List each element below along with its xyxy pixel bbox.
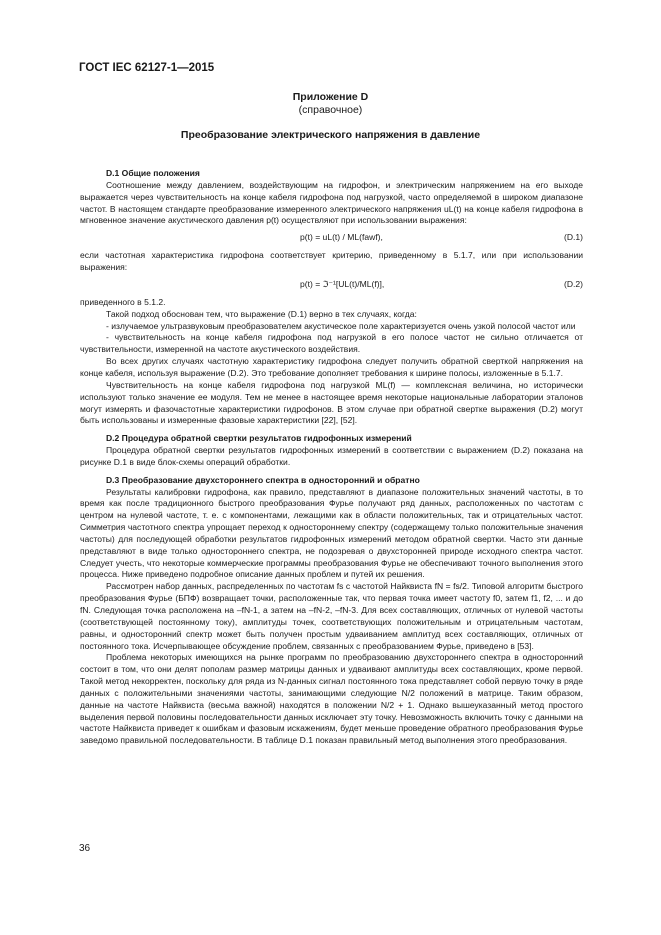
section-heading-d3: D.3 Преобразование двухстороннего спектра в односторонний и обратно [106,474,420,485]
section-heading-d2: D.2 Процедура обратной свертки результатов гидрофонных измерений [106,433,412,444]
paragraph: Результаты калибровки гидрофона, как правило, представляют в диапазоне положительных значений частоты, в то время как после традиционного быстрого преобразования Фурье получают ряд данных, расположенных по частотам с центром на нулевой частоте, т. е. с компонентами, лежащими как в области положительных, так и отрицательных частот. Симметрия частотного спектра упрощает переход к одностороннему спектру (содержащему только положительные значения частоты) для последующей обработки результатов гидрофонных измерений методом обратной свертки. Часто эти данные представляют в виде только одностороннего спектра, не подозревая о двухсторонней природе исходного спектра частот. Следует учесть, что некоторые коммерческие программы преобразования Фурье не обеспечивают точного выполнения этого процесса. Ниже приведено подробное описание данных проблем и путей их решения. [80,486,583,580]
annex-sublabel: (справочное) [298,104,363,116]
section-heading-d1: D.1 Общие положения [106,168,200,178]
list-item: - чувствительность на конце кабеля гидрофона под нагрузкой в его полосе частот не сильно отличается от чувствительности, измеренной на частоте акустического воздействия. [80,332,583,355]
formula-number: (D.2) [564,278,583,289]
paragraph: приведенного в 5.1.2. [80,296,166,307]
paragraph: Во всех других случаях частотную характеристику гидрофона следует получить обратной сверткой напряжения на конце кабеля, используя выражение (D.2). Это требование дополняет требования к ширине полосы, изложенные в 5.1.7. [80,356,583,378]
paragraph: Рассмотрен набор данных, распределенных по частотам fs с частотой Найквиста fN = fs/2. Типовой алгоритм быстрого преобразования Фурье (БПФ) возвращает точки, расположенные так, что первая точка имеет частоту f0, затем f1, f2, ... и до fN. Следующая точка расположена на –fN-1, а затем на –fN-2, –fN-3. Для всех составляющих, отличных от нулевой частоты (соответствующей постоянному току), амплитуды точек, соответствующих положительным и отрицательным частотам, равны, и односторонний спектр может быть получен простым удваиванием амплитуд всех составляющих, отличных от постоянного тока. Исчерпывающее обсуждение проблем, связанных с преобразованием Фурье, приведено в [53]. [80,581,583,651]
document-body [80,168,583,747]
document-header: ГОСТ IEC 62127-1—2015 [79,62,215,74]
formula-expression: p(t) = ℑ⁻¹[UL(t)/ML(f)], [300,278,385,289]
annex-label: Приложение D [292,91,369,103]
list-item: - излучаемое ультразвуковым преобразователем акустическое поле характеризуется очень узкой полосой частот или [106,320,576,331]
formula-d2 [80,278,583,293]
page-number: 36 [79,843,91,854]
annex-title: Преобразование электрического напряжения в давление [180,129,481,141]
formula-d1 [80,231,583,246]
paragraph: Процедура обратной свертки результатов гидрофонных измерений в соответствии с выражением (D.2) показана на рисунке D.1 в виде блок-схемы операций обработки. [80,445,583,467]
formula-expression: p(t) = uL(t) / ML(fawf), [300,232,383,243]
paragraph: Соотношение между давлением, воздействующим на гидрофон, и электрическим напряжением на его выходе выражается через чувствительность на конце кабеля гидрофона под нагрузкой, часто определяемой в широком диапазоне частот. В настоящем стандарте преобразование измеренного электрического напряжения uL(t) на конце кабеля гидрофона в мгновенное значение акустического давления p(t) осуществляют при использовании выражения: [80,179,583,226]
paragraph: если частотная характеристика гидрофона соответствует критерию, приведенному в 5.1.7, или при использовании выражения: [80,250,583,273]
paragraph: Чувствительность на конце кабеля гидрофона под нагрузкой ML(f) — комплексная величина, но исторически используют только значение ее модуля. Тем не менее в настоящее время некоторые национальные лаборатории эталонов могут измерять и фазочастотные характеристики гидрофонов. В этом случае при обратной свертке выражения (D.2) могут быть использованы и измеренные фазовые характеристики [22], [52]. [80,379,583,426]
formula-number: (D.1) [564,232,583,243]
paragraph: Проблема некоторых имеющихся на рынке программ по преобразованию двухстороннего спектра в односторонний состоит в том, что они делят пополам размер матрицы данных и удваивают амплитуды всех составляющих, кроме первой. Такой метод некорректен, поскольку для ряда из N-данных сигнал постоянного тока представляет собой первую точку в ряде данных с положительными значениями частоты, занимающими следующие N/2 положений в матрице. Таким образом, данные на частоте Найквиста (весьма важной) находятся в положении N/2 + 1. Однако вышеуказанный метод простого выделения первой половины последовательности данных исключает эту точку. Невозможность включить точку с данными на частоте Найквиста приведет к ошибкам и фазовым искажениям, будет меньше проведение обратного преобразования Фурье заведомо правильной последовательности. В таблице D.1 показан правильный метод выполнения этого преобразования. [80,652,583,746]
paragraph: Такой подход обоснован тем, что выражение (D.1) верно в тех случаях, когда: [106,308,417,319]
